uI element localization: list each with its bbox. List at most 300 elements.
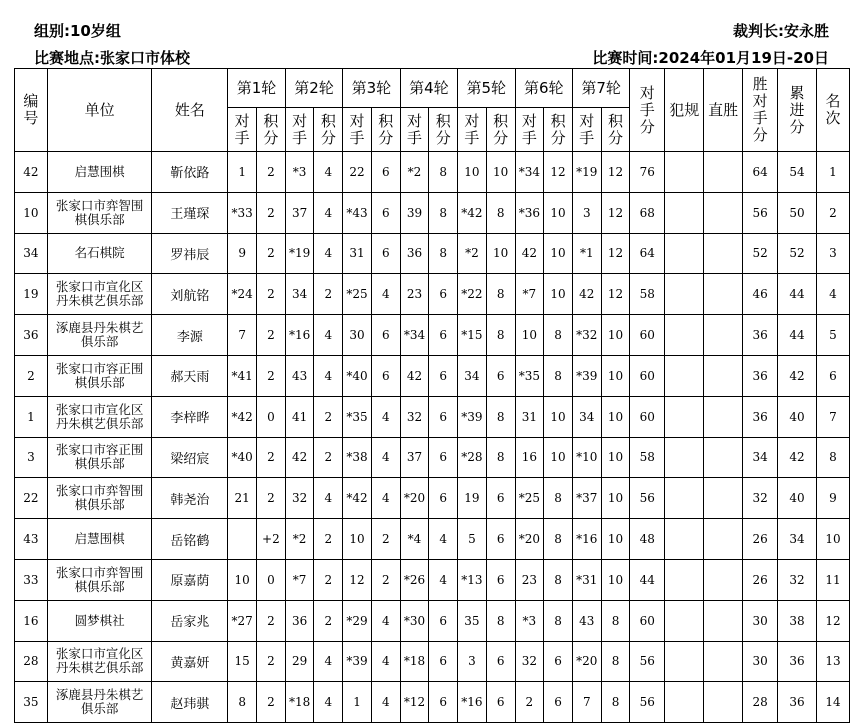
rank: 7 — [817, 396, 850, 437]
round-7-opponent: *31 — [572, 559, 601, 600]
cumulative-score: 52 — [778, 233, 817, 274]
win-opponent-score: 56 — [743, 192, 778, 233]
opponent-score: 76 — [630, 152, 665, 193]
round-3-score: 4 — [371, 274, 400, 315]
round-5-score: 6 — [486, 478, 515, 519]
round-6-score: 10 — [544, 274, 573, 315]
round-5-score: 6 — [486, 682, 515, 723]
cumulative-score: 40 — [778, 396, 817, 437]
col-round-4: 第4轮 — [400, 69, 457, 108]
round-7-opponent: 7 — [572, 682, 601, 723]
round-7-score: 10 — [601, 559, 630, 600]
player-seq: 28 — [15, 641, 48, 682]
round-2-score: 2 — [314, 559, 343, 600]
rank: 11 — [817, 559, 850, 600]
round-4-opponent: *12 — [400, 682, 429, 723]
round-4-score: 6 — [429, 274, 458, 315]
col-foul: 犯规 — [665, 69, 704, 152]
round-2-opponent: *16 — [285, 315, 314, 356]
player-seq: 22 — [15, 478, 48, 519]
direct-win — [704, 355, 743, 396]
round-3-score: 4 — [371, 600, 400, 641]
win-opponent-score: 26 — [743, 559, 778, 600]
round-1-opponent: 1 — [228, 152, 257, 193]
round-1-opponent: *24 — [228, 274, 257, 315]
col-round-6-score: 积分 — [544, 108, 573, 152]
win-opponent-score: 34 — [743, 437, 778, 478]
round-3-opponent: 30 — [343, 315, 372, 356]
round-6-opponent: *3 — [515, 600, 544, 641]
round-2-opponent: 29 — [285, 641, 314, 682]
round-1-opponent: 10 — [228, 559, 257, 600]
direct-win — [704, 559, 743, 600]
round-1-score: 2 — [257, 478, 286, 519]
rank: 4 — [817, 274, 850, 315]
round-1-score: 2 — [257, 233, 286, 274]
round-4-opponent: *26 — [400, 559, 429, 600]
direct-win — [704, 233, 743, 274]
round-6-score: 10 — [544, 437, 573, 478]
round-1-opponent — [228, 519, 257, 560]
round-4-score: 6 — [429, 682, 458, 723]
col-round-2: 第2轮 — [285, 69, 342, 108]
direct-win — [704, 600, 743, 641]
col-round-1-score: 积分 — [257, 108, 286, 152]
round-6-opponent: 2 — [515, 682, 544, 723]
round-4-score: 4 — [429, 519, 458, 560]
col-round-7-opponent: 对手 — [572, 108, 601, 152]
win-opponent-score: 30 — [743, 641, 778, 682]
round-1-score: 0 — [257, 396, 286, 437]
cumulative-score: 34 — [778, 519, 817, 560]
round-7-score: 10 — [601, 519, 630, 560]
round-7-opponent: *32 — [572, 315, 601, 356]
round-1-score: 2 — [257, 274, 286, 315]
cumulative-score: 54 — [778, 152, 817, 193]
round-4-score: 6 — [429, 641, 458, 682]
round-7-score: 10 — [601, 396, 630, 437]
direct-win — [704, 641, 743, 682]
round-5-score: 6 — [486, 559, 515, 600]
round-6-opponent: 32 — [515, 641, 544, 682]
round-5-opponent: *13 — [458, 559, 487, 600]
round-2-score: 4 — [314, 641, 343, 682]
player-name: 靳依路 — [152, 152, 228, 193]
round-2-score: 4 — [314, 682, 343, 723]
round-6-score: 12 — [544, 152, 573, 193]
round-5-score: 8 — [486, 274, 515, 315]
table-row — [15, 682, 850, 723]
round-7-score: 10 — [601, 315, 630, 356]
round-1-score: 2 — [257, 641, 286, 682]
round-1-opponent: *33 — [228, 192, 257, 233]
round-2-opponent: *19 — [285, 233, 314, 274]
round-3-opponent: 12 — [343, 559, 372, 600]
round-7-score: 10 — [601, 355, 630, 396]
player-unit: 启慧围棋 — [47, 519, 152, 560]
player-unit: 启慧围棋 — [47, 152, 152, 193]
round-3-opponent: 31 — [343, 233, 372, 274]
round-4-score: 6 — [429, 396, 458, 437]
col-round-2-score: 积分 — [314, 108, 343, 152]
round-3-opponent: *29 — [343, 600, 372, 641]
round-4-opponent: 37 — [400, 437, 429, 478]
round-3-score: 6 — [371, 192, 400, 233]
round-3-opponent: *43 — [343, 192, 372, 233]
round-3-opponent: 22 — [343, 152, 372, 193]
player-unit: 张家口市弈智围棋俱乐部 — [47, 559, 152, 600]
col-round-5-score: 积分 — [486, 108, 515, 152]
table-row — [15, 437, 850, 478]
round-7-opponent: 3 — [572, 192, 601, 233]
round-5-opponent: *39 — [458, 396, 487, 437]
player-unit: 涿鹿县丹朱棋艺俱乐部 — [47, 682, 152, 723]
round-5-score: 10 — [486, 233, 515, 274]
round-2-score: 4 — [314, 478, 343, 519]
round-1-opponent: 8 — [228, 682, 257, 723]
foul — [665, 682, 704, 723]
player-seq: 3 — [15, 437, 48, 478]
cumulative-score: 50 — [778, 192, 817, 233]
standings-table — [14, 68, 850, 723]
player-seq: 36 — [15, 315, 48, 356]
dates-label: 比赛时间:2024年01月19日-20日 — [592, 49, 829, 67]
round-5-opponent: 5 — [458, 519, 487, 560]
player-unit: 张家口市弈智围棋俱乐部 — [47, 478, 152, 519]
opponent-score: 60 — [630, 600, 665, 641]
round-4-opponent: *2 — [400, 152, 429, 193]
table-row — [15, 600, 850, 641]
referee-label: 裁判长:安永胜 — [733, 22, 829, 40]
cumulative-score: 42 — [778, 437, 817, 478]
round-7-opponent: *10 — [572, 437, 601, 478]
round-7-opponent: *19 — [572, 152, 601, 193]
col-round-4-score: 积分 — [429, 108, 458, 152]
direct-win — [704, 315, 743, 356]
foul — [665, 641, 704, 682]
opponent-score: 68 — [630, 192, 665, 233]
foul — [665, 233, 704, 274]
opponent-score: 60 — [630, 315, 665, 356]
round-6-opponent: *35 — [515, 355, 544, 396]
round-3-opponent: *42 — [343, 478, 372, 519]
round-3-score: 4 — [371, 396, 400, 437]
round-1-opponent: *40 — [228, 437, 257, 478]
round-4-opponent: 42 — [400, 355, 429, 396]
foul — [665, 559, 704, 600]
round-7-score: 12 — [601, 274, 630, 315]
round-6-opponent: *25 — [515, 478, 544, 519]
round-2-opponent: 37 — [285, 192, 314, 233]
round-2-opponent: 34 — [285, 274, 314, 315]
opponent-score: 44 — [630, 559, 665, 600]
round-4-opponent: *34 — [400, 315, 429, 356]
foul — [665, 355, 704, 396]
col-round-6: 第6轮 — [515, 69, 572, 108]
opponent-score: 56 — [630, 682, 665, 723]
round-6-opponent: 16 — [515, 437, 544, 478]
player-name: 郝天雨 — [152, 355, 228, 396]
round-2-score: 4 — [314, 315, 343, 356]
round-6-opponent: *20 — [515, 519, 544, 560]
player-unit: 张家口市宣化区丹朱棋艺俱乐部 — [47, 396, 152, 437]
round-6-opponent: 23 — [515, 559, 544, 600]
rank: 1 — [817, 152, 850, 193]
player-seq: 34 — [15, 233, 48, 274]
table-row — [15, 478, 850, 519]
round-1-opponent: 21 — [228, 478, 257, 519]
round-3-score: 6 — [371, 152, 400, 193]
win-opponent-score: 36 — [743, 355, 778, 396]
player-name: 刘航铭 — [152, 274, 228, 315]
table-row — [15, 641, 850, 682]
round-7-opponent: 43 — [572, 600, 601, 641]
round-4-score: 6 — [429, 315, 458, 356]
round-5-opponent: 19 — [458, 478, 487, 519]
round-5-score: 8 — [486, 315, 515, 356]
direct-win — [704, 396, 743, 437]
round-3-score: 6 — [371, 315, 400, 356]
col-round-3-opponent: 对手 — [343, 108, 372, 152]
win-opponent-score: 26 — [743, 519, 778, 560]
round-5-score: 10 — [486, 152, 515, 193]
col-round-7-score: 积分 — [601, 108, 630, 152]
round-2-opponent: 41 — [285, 396, 314, 437]
rank: 9 — [817, 478, 850, 519]
round-2-opponent: 43 — [285, 355, 314, 396]
round-6-score: 6 — [544, 641, 573, 682]
round-1-opponent: *42 — [228, 396, 257, 437]
round-5-opponent: *22 — [458, 274, 487, 315]
col-cumulative: 累进分 — [778, 69, 817, 152]
player-seq: 35 — [15, 682, 48, 723]
win-opponent-score: 30 — [743, 600, 778, 641]
col-round-1: 第1轮 — [228, 69, 285, 108]
cumulative-score: 36 — [778, 641, 817, 682]
foul — [665, 274, 704, 315]
round-5-opponent: *2 — [458, 233, 487, 274]
player-unit: 张家口市宣化区丹朱棋艺俱乐部 — [47, 274, 152, 315]
round-7-score: 12 — [601, 233, 630, 274]
round-6-score: 6 — [544, 682, 573, 723]
player-unit: 名石棋院 — [47, 233, 152, 274]
round-2-score: 4 — [314, 152, 343, 193]
round-7-score: 12 — [601, 192, 630, 233]
round-3-score: 2 — [371, 519, 400, 560]
round-1-opponent: 9 — [228, 233, 257, 274]
round-1-score: 0 — [257, 559, 286, 600]
rank: 12 — [817, 600, 850, 641]
round-3-score: 6 — [371, 355, 400, 396]
round-5-opponent: 10 — [458, 152, 487, 193]
round-3-score: 4 — [371, 682, 400, 723]
round-5-score: 8 — [486, 192, 515, 233]
table-row — [15, 519, 850, 560]
cumulative-score: 42 — [778, 355, 817, 396]
round-2-opponent: 36 — [285, 600, 314, 641]
opponent-score: 60 — [630, 396, 665, 437]
player-seq: 42 — [15, 152, 48, 193]
round-7-score: 12 — [601, 152, 630, 193]
win-opponent-score: 32 — [743, 478, 778, 519]
col-direct-win: 直胜 — [704, 69, 743, 152]
opponent-score: 58 — [630, 274, 665, 315]
col-round-5: 第5轮 — [458, 69, 515, 108]
round-1-score: 2 — [257, 437, 286, 478]
round-1-opponent: 15 — [228, 641, 257, 682]
cumulative-score: 44 — [778, 274, 817, 315]
win-opponent-score: 46 — [743, 274, 778, 315]
foul — [665, 519, 704, 560]
foul — [665, 152, 704, 193]
col-round-1-opponent: 对手 — [228, 108, 257, 152]
round-7-opponent: 42 — [572, 274, 601, 315]
round-6-score: 10 — [544, 233, 573, 274]
round-6-score: 8 — [544, 478, 573, 519]
round-1-score: 2 — [257, 355, 286, 396]
round-3-score: 4 — [371, 437, 400, 478]
round-6-score: 8 — [544, 559, 573, 600]
table-row — [15, 274, 850, 315]
round-3-score: 4 — [371, 641, 400, 682]
opponent-score: 48 — [630, 519, 665, 560]
player-name: 岳铭鹤 — [152, 519, 228, 560]
round-5-score: 6 — [486, 519, 515, 560]
opponent-score: 56 — [630, 478, 665, 519]
round-7-score: 10 — [601, 478, 630, 519]
round-4-score: 8 — [429, 152, 458, 193]
player-name: 赵玮骐 — [152, 682, 228, 723]
round-2-score: 4 — [314, 355, 343, 396]
round-1-score: +2 — [257, 519, 286, 560]
round-7-score: 8 — [601, 600, 630, 641]
foul — [665, 478, 704, 519]
round-2-score: 2 — [314, 437, 343, 478]
round-1-opponent: *27 — [228, 600, 257, 641]
col-round-6-opponent: 对手 — [515, 108, 544, 152]
round-2-score: 2 — [314, 274, 343, 315]
win-opponent-score: 64 — [743, 152, 778, 193]
player-unit: 涿鹿县丹朱棋艺俱乐部 — [47, 315, 152, 356]
round-6-score: 10 — [544, 396, 573, 437]
table-row — [15, 233, 850, 274]
round-7-opponent: *16 — [572, 519, 601, 560]
round-3-score: 2 — [371, 559, 400, 600]
rank: 13 — [817, 641, 850, 682]
direct-win — [704, 274, 743, 315]
round-5-opponent: 3 — [458, 641, 487, 682]
venue-label: 比赛地点:张家口市体校 — [34, 49, 190, 67]
player-name: 王瑾琛 — [152, 192, 228, 233]
direct-win — [704, 437, 743, 478]
player-seq: 33 — [15, 559, 48, 600]
foul — [665, 315, 704, 356]
table-row — [15, 396, 850, 437]
foul — [665, 396, 704, 437]
player-unit: 张家口市容正围棋俱乐部 — [47, 437, 152, 478]
round-7-opponent: *1 — [572, 233, 601, 274]
round-4-opponent: 39 — [400, 192, 429, 233]
win-opponent-score: 36 — [743, 315, 778, 356]
round-6-opponent: *7 — [515, 274, 544, 315]
round-1-score: 2 — [257, 682, 286, 723]
round-6-opponent: 31 — [515, 396, 544, 437]
round-2-score: 4 — [314, 233, 343, 274]
col-unit: 单位 — [47, 69, 152, 152]
col-round-3-score: 积分 — [371, 108, 400, 152]
round-2-opponent: 32 — [285, 478, 314, 519]
round-5-score: 8 — [486, 396, 515, 437]
direct-win — [704, 478, 743, 519]
round-4-score: 6 — [429, 355, 458, 396]
round-5-opponent: 35 — [458, 600, 487, 641]
round-6-opponent: *36 — [515, 192, 544, 233]
round-3-opponent: 10 — [343, 519, 372, 560]
round-4-score: 8 — [429, 192, 458, 233]
round-2-opponent: *7 — [285, 559, 314, 600]
round-1-opponent: 7 — [228, 315, 257, 356]
table-row — [15, 355, 850, 396]
round-1-score: 2 — [257, 600, 286, 641]
round-4-opponent: *4 — [400, 519, 429, 560]
player-name: 罗祎辰 — [152, 233, 228, 274]
opponent-score: 60 — [630, 355, 665, 396]
player-seq: 16 — [15, 600, 48, 641]
round-3-score: 6 — [371, 233, 400, 274]
group-label: 组别:10岁组 — [34, 22, 121, 40]
round-3-opponent: *40 — [343, 355, 372, 396]
table-row — [15, 315, 850, 356]
round-1-score: 2 — [257, 192, 286, 233]
round-3-score: 4 — [371, 478, 400, 519]
round-6-score: 8 — [544, 519, 573, 560]
col-round-3: 第3轮 — [343, 69, 400, 108]
round-7-opponent: *39 — [572, 355, 601, 396]
round-1-score: 2 — [257, 315, 286, 356]
player-name: 李源 — [152, 315, 228, 356]
player-unit: 圆梦棋社 — [47, 600, 152, 641]
rank: 5 — [817, 315, 850, 356]
player-seq: 2 — [15, 355, 48, 396]
cumulative-score: 36 — [778, 682, 817, 723]
round-5-score: 6 — [486, 355, 515, 396]
direct-win — [704, 152, 743, 193]
win-opponent-score: 28 — [743, 682, 778, 723]
round-7-score: 10 — [601, 437, 630, 478]
player-seq: 19 — [15, 274, 48, 315]
col-round-4-opponent: 对手 — [400, 108, 429, 152]
round-2-opponent: *18 — [285, 682, 314, 723]
rank: 8 — [817, 437, 850, 478]
round-4-score: 6 — [429, 600, 458, 641]
foul — [665, 192, 704, 233]
player-seq: 1 — [15, 396, 48, 437]
round-5-opponent: *16 — [458, 682, 487, 723]
col-win-opp-score: 胜对手分 — [743, 69, 778, 152]
round-7-score: 8 — [601, 682, 630, 723]
round-5-score: 6 — [486, 641, 515, 682]
round-2-opponent: *3 — [285, 152, 314, 193]
round-4-opponent: *20 — [400, 478, 429, 519]
col-seq: 编号 — [15, 69, 48, 152]
round-4-score: 4 — [429, 559, 458, 600]
round-6-score: 8 — [544, 355, 573, 396]
round-7-score: 8 — [601, 641, 630, 682]
round-4-score: 8 — [429, 233, 458, 274]
round-5-opponent: *28 — [458, 437, 487, 478]
col-name: 姓名 — [152, 69, 228, 152]
round-4-opponent: *30 — [400, 600, 429, 641]
